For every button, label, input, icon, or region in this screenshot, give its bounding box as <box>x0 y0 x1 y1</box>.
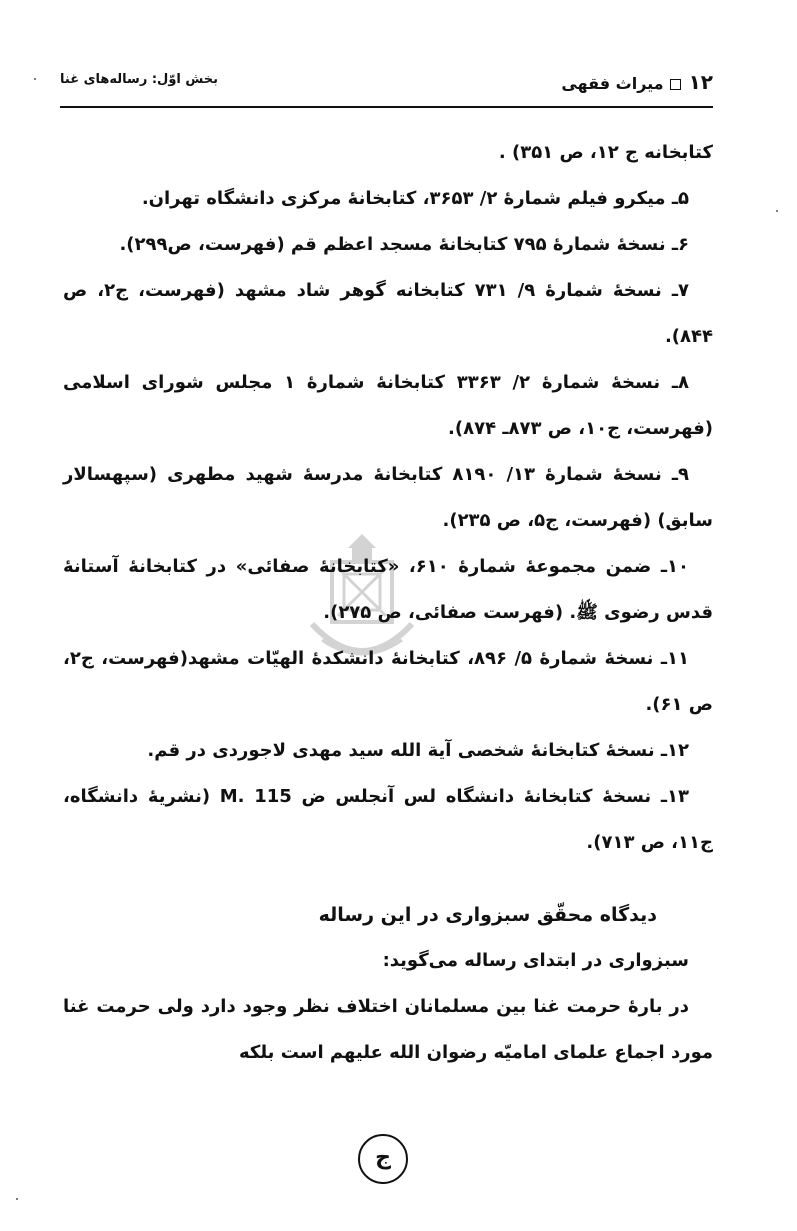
section-heading: دیدگاه محقّق سبزواری در این رساله <box>318 904 657 926</box>
paragraph-8: ۱۲ـ نسخهٔ کتابخانهٔ شخصی آیة الله سید مهدی لاجوردی در قم. <box>147 740 689 761</box>
header-rule <box>60 106 713 108</box>
paragraph-9: ۱۳ـ نسخهٔ کتابخانهٔ دانشگاه لس آنجلس ض M. 115 (نشریهٔ دانشگاه، ج۱۱، ص ۷۱۳). <box>63 786 713 853</box>
page-number: ۱۲ <box>688 70 713 94</box>
square-bullet-icon <box>670 79 681 90</box>
header-right <box>561 70 713 94</box>
paragraph-2: ۶ـ نسخهٔ شمارهٔ ۷۹۵ کتابخانهٔ مسجد اعظم قم (فهرست، ص۲۹۹). <box>119 234 689 255</box>
scan-speck <box>776 210 778 212</box>
book-title: میراث فقهی <box>561 74 664 93</box>
paragraph-5: ۹ـ نسخهٔ شمارهٔ ۱۳/ ۸۱۹۰ کتابخانهٔ مدرسهٔ شهید مطهری (سپهسالار سابق) (فهرست، ج۵، ص ۲۳۵). <box>63 464 713 531</box>
main-text <box>63 130 713 1076</box>
paragraph-7: ۱۱ـ نسخهٔ شمارهٔ ۵/ ۸۹۶، کتابخانهٔ دانشکدهٔ الهیّات مشهد(فهرست، ج۲، ص ۶۱). <box>63 648 713 715</box>
paragraph-1: ۵ـ میکرو فیلم شمارهٔ ۲/ ۳۶۵۳، کتابخانهٔ مرکزی دانشگاه تهران. <box>141 188 689 209</box>
scan-speck <box>16 1198 18 1200</box>
paragraph-6: ۱۰ـ ضمن مجموعهٔ شمارهٔ ۶۱۰، «کتابخانهٔ صفائی» در کتابخانهٔ آستانهٔ قدس رضوی ﷺ. (فهرست صفائی، ص ۲۷۵). <box>63 556 713 623</box>
running-header <box>60 68 713 98</box>
section-intro: سبزواری در ابتدای رساله می‌گوید: <box>382 950 689 971</box>
paragraph-4: ۸ـ نسخهٔ شمارهٔ ۲/ ۳۳۶۳ کتابخانهٔ شمارهٔ ۱ مجلس شورای اسلامی (فهرست، ج۱۰، ص ۸۷۳ـ ۸۷۴). <box>63 372 713 439</box>
paragraph-3: ۷ـ نسخهٔ شمارهٔ ۹/ ۷۳۱ کتابخانه گوهر شاد مشهد (فهرست، ج۲، ص ۸۴۴). <box>63 280 713 347</box>
circled-letter-mark: ج <box>358 1134 408 1184</box>
scan-speck <box>34 78 36 80</box>
section-quote: در بارهٔ حرمت غنا بین مسلمانان اختلاف نظر وجود دارد ولی حرمت غنا مورد اجماع علمای امامیّه رضوان الله علیهم است بلکه <box>63 996 713 1063</box>
header-section-title: بخش اوّل: رساله‌های غنا <box>60 72 219 87</box>
paragraph-0: کتابخانه ج ۱۲، ص ۳۵۱) . <box>498 142 713 163</box>
